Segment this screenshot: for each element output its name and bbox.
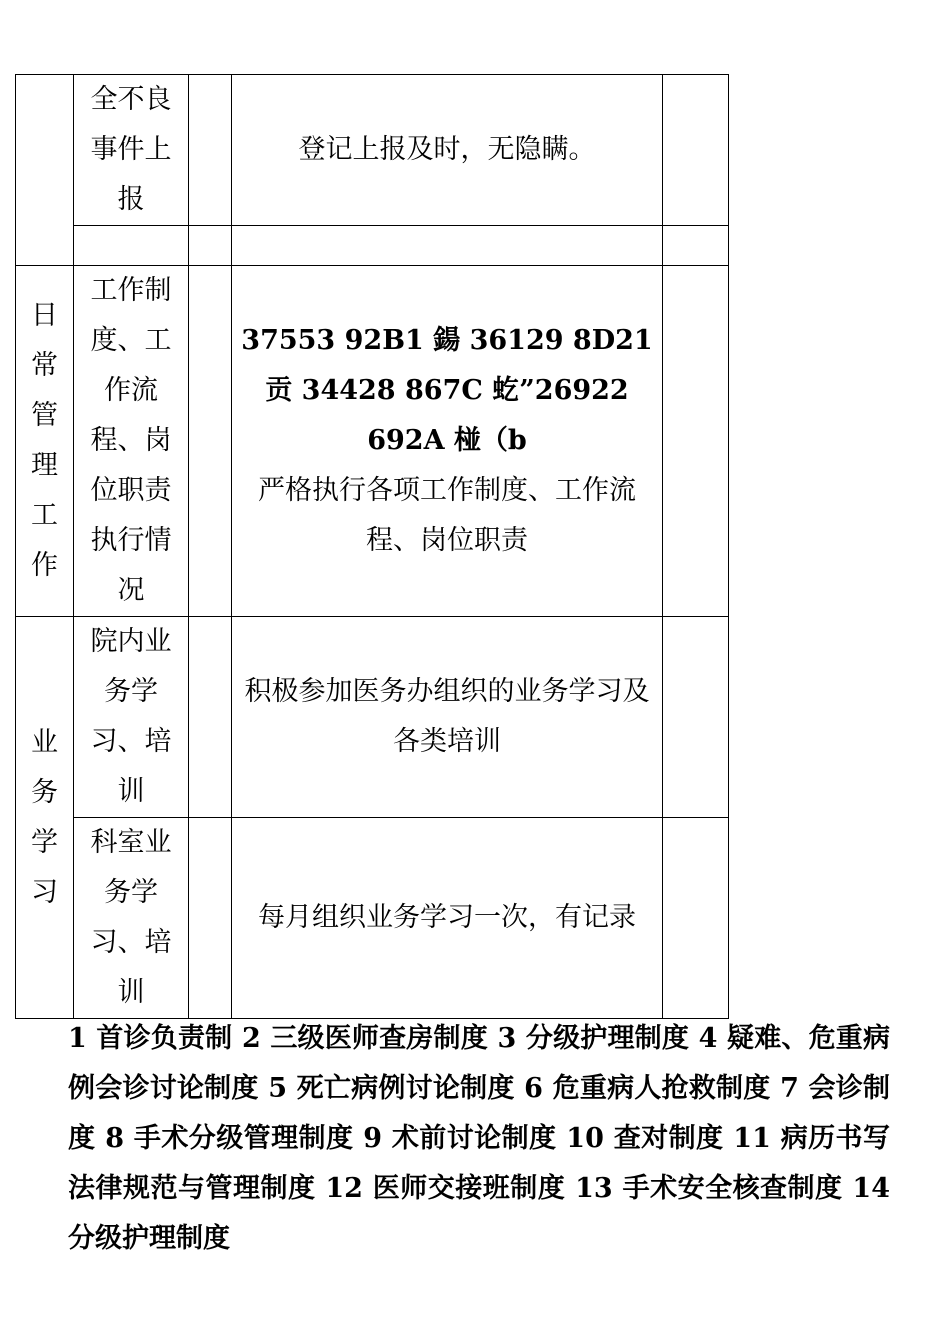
table-row [16,266,729,617]
evaluation-table [15,74,729,1019]
description-text: 登记上报及时，无隐瞒。 [298,134,596,165]
garbled-code-text: 37553 92B1 鍚 36129 8D21 贡 34428 867C 虼”26922 692A 椪（b [241,325,653,456]
item-label: 科室业务学习、培训 [90,827,172,1008]
description-cell [232,226,663,266]
score-cell [663,818,729,1019]
category-label: 日常管理工作 [31,300,58,581]
description-cell [232,617,663,818]
item-label: 工作制度、工作流程、岗位职责执行情况 [90,275,172,606]
score-cell [663,617,729,818]
blank-cell [189,818,232,1019]
category-label: 业务学习 [31,726,58,908]
table-row [16,818,729,1019]
blank-cell [189,75,232,226]
category-cell-empty [16,75,74,266]
table-row [16,75,729,226]
score-cell [663,75,729,226]
blank-cell [189,266,232,617]
item-label: 全不良事件上报 [90,84,172,215]
score-cell [663,266,729,617]
regulations-list: 1 首诊负责制 2 三级医师查房制度 3 分级护理制度 4 疑难、危重病例会诊讨论制度 5 死亡病例讨论制度 6 危重病人抢救制度 7 会诊制度 8 手术分级管理制度 9 术前讨论制度 10 查对制度 11 病历书写法律规范与管理制度 12 医师交接班制度 13 手术安全核查制度 14 分级护理制度 [68,1023,890,1254]
score-cell [663,226,729,266]
table-row [16,617,729,818]
item-cell [74,818,189,1019]
item-cell [74,617,189,818]
description-text: 严格执行各项工作制度、工作流程、岗位职责 [258,475,636,556]
item-cell [74,266,189,617]
item-cell [74,75,189,226]
category-cell [16,617,74,1019]
description-text: 积极参加医务办组织的业务学习及各类培训 [244,676,650,757]
item-cell [74,226,189,266]
description-cell [232,75,663,226]
description-text: 每月组织业务学习一次，有记录 [258,902,636,933]
item-label: 院内业务学习、培训 [90,626,172,807]
blank-cell [189,617,232,818]
blank-cell [189,226,232,266]
table-row [16,226,729,266]
description-cell [232,266,663,617]
description-cell [232,818,663,1019]
category-cell [16,266,74,617]
